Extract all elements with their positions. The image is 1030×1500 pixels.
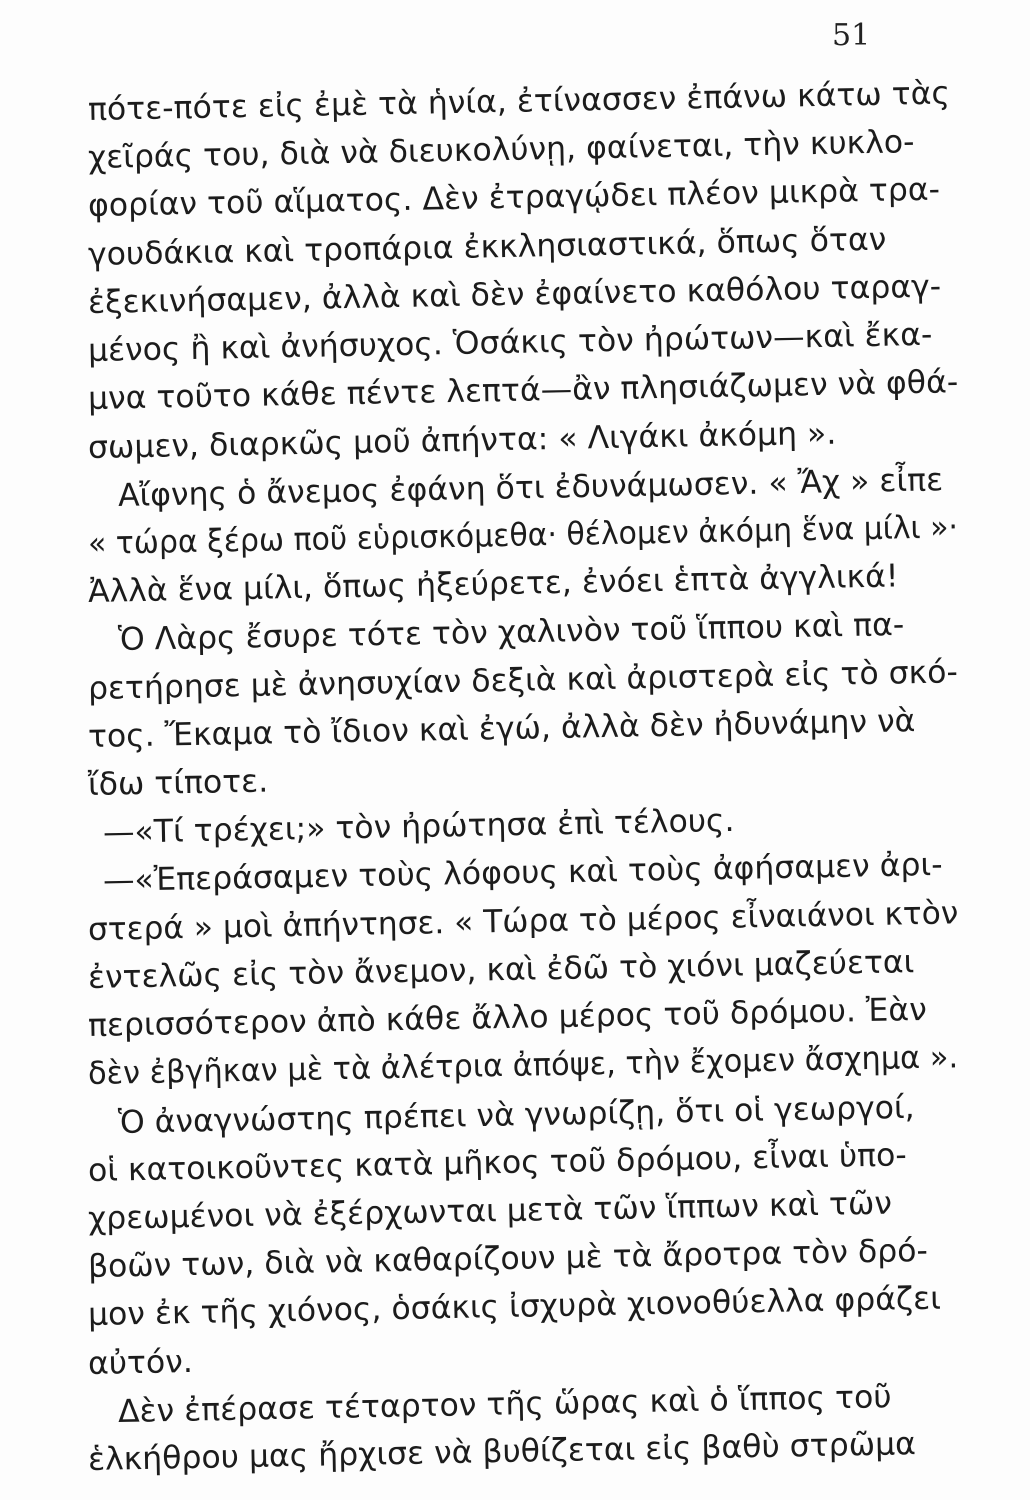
text-line: ἐντελῶς εἰς τὸν ἄνεμον, καὶ ἐδῶ τὸ χιόνι μαζεύεται [87,943,915,996]
text-line: οἱ κατοικοῦντες κατὰ μῆκος τοῦ δρόμου, εἶναι ὑπο- [87,1136,908,1189]
text-line: Δὲν ἐπέρασε τέταρτον τῆς ὥρας καὶ ὁ ἵππος τοῦ [117,1378,892,1430]
text-line: πότε-πότε εἰς ἐμὲ τὰ ἡνία, ἐτίνασσεν ἐπάνω κάτω τὰς [87,75,951,128]
text-line: στερά » μοὶ ἀπήντησε. « Τώρα τὸ μέρος εἶναιάνοι κτὸν [87,894,959,948]
text-line: φορίαν τοῦ αἵματος. Δὲν ἐτραγῴδει πλέον μικρὰ τρα- [87,172,941,225]
text-line: Ὁ Λὰρς ἔσυρε τότε τὸν χαλινὸν τοῦ ἵππου καὶ πα- [117,607,905,659]
text-line: ἐξεκινήσαμεν, ἀλλὰ καὶ δὲν ἐφαίνετο καθόλου ταραγ- [87,268,942,321]
text-line: γουδάκια καὶ τροπάρια ἐκκλησιαστικά, ὅπως ὅταν [87,221,887,273]
text-line: Αἴφνης ὁ ἄνεμος ἐφάνη ὅτι ἐδυνάμωσεν. « Ἄχ » εἶπε [117,461,944,514]
text-line: —«Ἐπεράσαμεν τοὺς λόφους καὶ τοὺς ἀφήσαμεν ἀρι- [102,847,943,900]
text-line: χεῖράς του, διὰ νὰ διευκολύνῃ, φαίνεται, τὴν κυκλο- [87,124,915,177]
text-line: Ὁ ἀναγνώστης πρέπει νὰ γνωρίζῃ, ὅτι οἱ γεωργοί, [117,1089,915,1141]
text-line: « τώρα ξέρω ποῦ εὑρισκόμεθα· θέλομεν ἀκόμη ἕνα μίλι »· [87,509,959,562]
text-line: χρεωμένοι νὰ ἐξέρχωνται μετὰ τῶν ἵππων καὶ τῶν [87,1185,893,1237]
text-line: δὲν ἐβγῆκαν μὲ τὰ ἀλέτρια ἀπόψε, τὴν ἔχομεν ἄσχημα ». [87,1039,959,1093]
text-line: —«Τί τρέχει;» τὸν ἠρώτησα ἐπὶ τέλους. [102,803,735,852]
page-number: 51 [832,18,871,53]
text-line: μένος ἢ καὶ ἀνήσυχος. Ὁσάκις τὸν ἠρώτων—καὶ ἔκα- [87,316,933,370]
text-line: βοῶν των, διὰ νὰ καθαρίζουν μὲ τὰ ἄροτρα τὸν δρό- [87,1233,929,1286]
text-line: ἴδω τίποτε. [87,763,269,803]
text-line: περισσότερον ἀπὸ κάθε ἄλλο μέρος τοῦ δρόμου. Ἐὰν [87,991,928,1045]
text-line: αὐτόν. [87,1343,194,1382]
text-line: σωμεν, διαρκῶς μοῦ ἀπήντα: « Λιγάκι ἀκόμη ». [87,415,837,466]
text-line: ἑλκήθρου μας ἤρχισε νὰ βυθίζεται εἰς βαθὺ στρῶμα [87,1426,917,1478]
text-line: ρετήρησε μὲ ἀνησυχίαν δεξιὰ καὶ ἀριστερὰ εἰς τὸ σκό- [87,653,959,707]
text-line: μον ἐκ τῆς χιόνος, ὁσάκις ἰσχυρὰ χιονοθύελλα φράζει [87,1280,942,1334]
text-line: τος. Ἔκαμα τὸ ἴδιον καὶ ἐγώ, ἀλλὰ δὲν ἠδυνάμην νὰ [87,702,916,755]
text-line: Ἀλλὰ ἕνα μίλι, ὅπως ἠξεύρετε, ἐνόει ἑπτὰ ἀγγλικά! [87,558,899,611]
text-line: μνα τοῦτο κάθε πέντε λεπτά—ἂν πλησιάζωμεν νὰ φθά- [87,364,959,418]
